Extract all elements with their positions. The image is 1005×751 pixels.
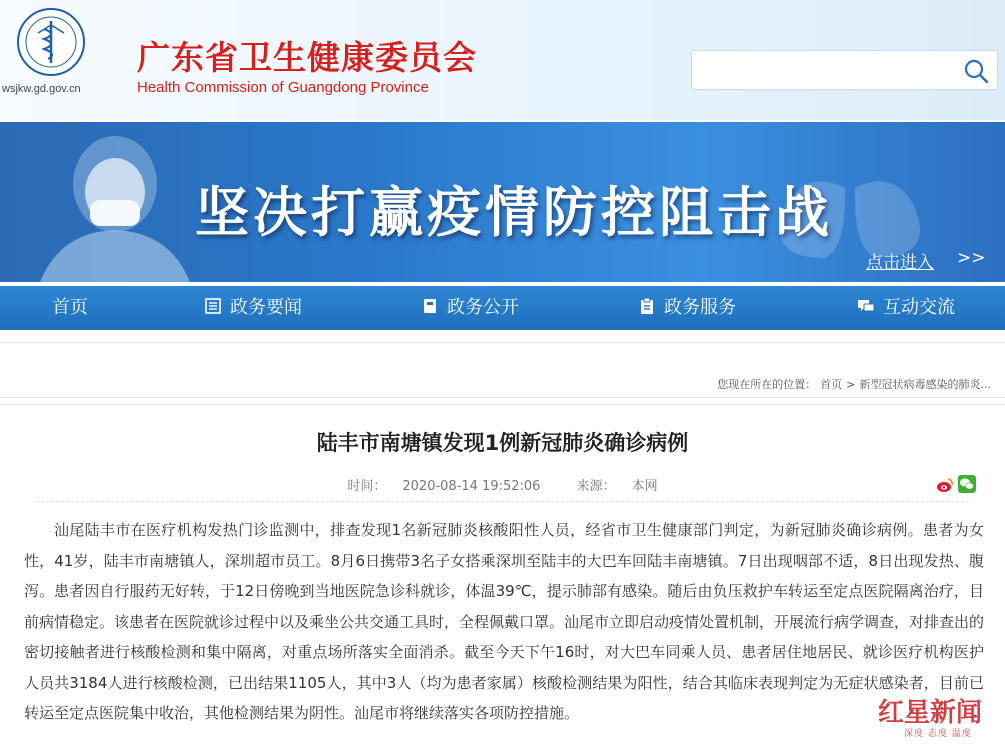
- nav-label: 政务公开: [447, 297, 519, 318]
- publish-time: 2020-08-14 19:52:06: [402, 479, 541, 494]
- site-subtitle: Health Commission of Guangdong Province: [137, 79, 429, 96]
- nav-item-news[interactable]: [204, 286, 302, 330]
- breadcrumb-current[interactable]: 新型冠状病毒感染的肺炎...: [859, 378, 991, 391]
- chat-icon: [857, 297, 875, 315]
- nav-label: 首页: [52, 297, 88, 318]
- site-domain: wsjkw.gd.gov.cn: [2, 83, 81, 95]
- nav-label: 互动交流: [883, 297, 955, 318]
- nav-item-home[interactable]: [52, 286, 88, 330]
- banner-title: 坚决打赢疫情防控阻击战: [195, 181, 833, 244]
- wechat-share-icon[interactable]: [958, 475, 976, 493]
- watermark-slogan: 深度 态度 温度: [904, 729, 972, 739]
- source-label: 来源：: [576, 479, 616, 494]
- main-nav: [0, 286, 1005, 330]
- article-source: 本网: [631, 479, 658, 494]
- medical-worker-image: [20, 122, 210, 282]
- time-label: 时间：: [347, 479, 387, 494]
- search-box: [691, 50, 998, 90]
- article-body: 汕尾陆丰市在医疗机构发热门诊监测中，排查发现1名新冠肺炎核酸阳性人员，经省市卫生健康部门判定，为新冠肺炎确诊病例。患者为女性，41岁，陆丰市南塘镇人，深圳超市员工。8月6日携带3名子女搭乘深圳至陆丰的大巴车回陆丰南塘镇。7日出现咽部不适，8日出现发热、腹泻。患者因自行服药无好转，于12日傍晚到当地医院急诊科就诊，体温39℃，提示肺部有感染。随后由负压救护车转运至定点医院隔离治疗，目前病情稳定。该患者在医院就诊过程中以及乘坐公共交通工具时，全程佩戴口罩。汕尾市立即启动疫情处置机制，开展流行病学调查，对排查出的密切接触者进行核酸检测和集中隔离，对重点场所落实全面消杀。截至今天下午16时，对大巴车同乘人员、患者居住地居民、就诊医疗机构医护人员共3184人进行核酸检测，已出结果1105人，其中3人（均为患者家属）核酸检测结果为阳性，结合其临床表现判定为无症状感染者，目前已转运至定点医院集中收治，其他检测结果为阴性。汕尾市将继续落实各项防控措施。: [24, 521, 985, 722]
- breadcrumb-home[interactable]: 首页: [820, 378, 843, 391]
- nav-item-services[interactable]: [638, 286, 736, 330]
- article-meta: [0, 475, 1005, 494]
- hongxing-news-watermark: [878, 692, 1000, 742]
- banner-enter-link[interactable]: 点击进入: [866, 253, 934, 273]
- news-icon: [204, 297, 222, 315]
- breadcrumb: [717, 376, 995, 392]
- search-input[interactable]: [698, 57, 952, 85]
- double-chevron-right-icon[interactable]: >>: [957, 248, 986, 268]
- breadcrumb-bar: [0, 342, 1005, 398]
- search-icon[interactable]: [963, 58, 989, 84]
- nav-item-open-affairs[interactable]: [421, 286, 519, 330]
- weibo-share-icon[interactable]: [936, 477, 954, 493]
- meta-divider: [36, 501, 969, 502]
- breadcrumb-prefix: 您现在所在的位置：: [717, 378, 817, 391]
- clipboard-icon: [638, 297, 656, 315]
- nav-label: 政务要闻: [230, 297, 302, 318]
- nav-label: 政务服务: [664, 297, 736, 318]
- health-commission-logo[interactable]: [16, 7, 86, 77]
- breadcrumb-separator: >: [846, 378, 856, 391]
- site-header: [0, 0, 1005, 120]
- article: [0, 404, 1005, 751]
- article-title: 陆丰市南塘镇发现1例新冠肺炎确诊病例: [316, 431, 689, 455]
- nav-item-interaction[interactable]: [857, 286, 955, 330]
- book-icon: [421, 297, 439, 315]
- site-title[interactable]: 广东省卫生健康委员会: [137, 38, 477, 77]
- watermark-logo-text: 红星新闻: [878, 698, 983, 728]
- epidemic-banner[interactable]: [0, 122, 1005, 282]
